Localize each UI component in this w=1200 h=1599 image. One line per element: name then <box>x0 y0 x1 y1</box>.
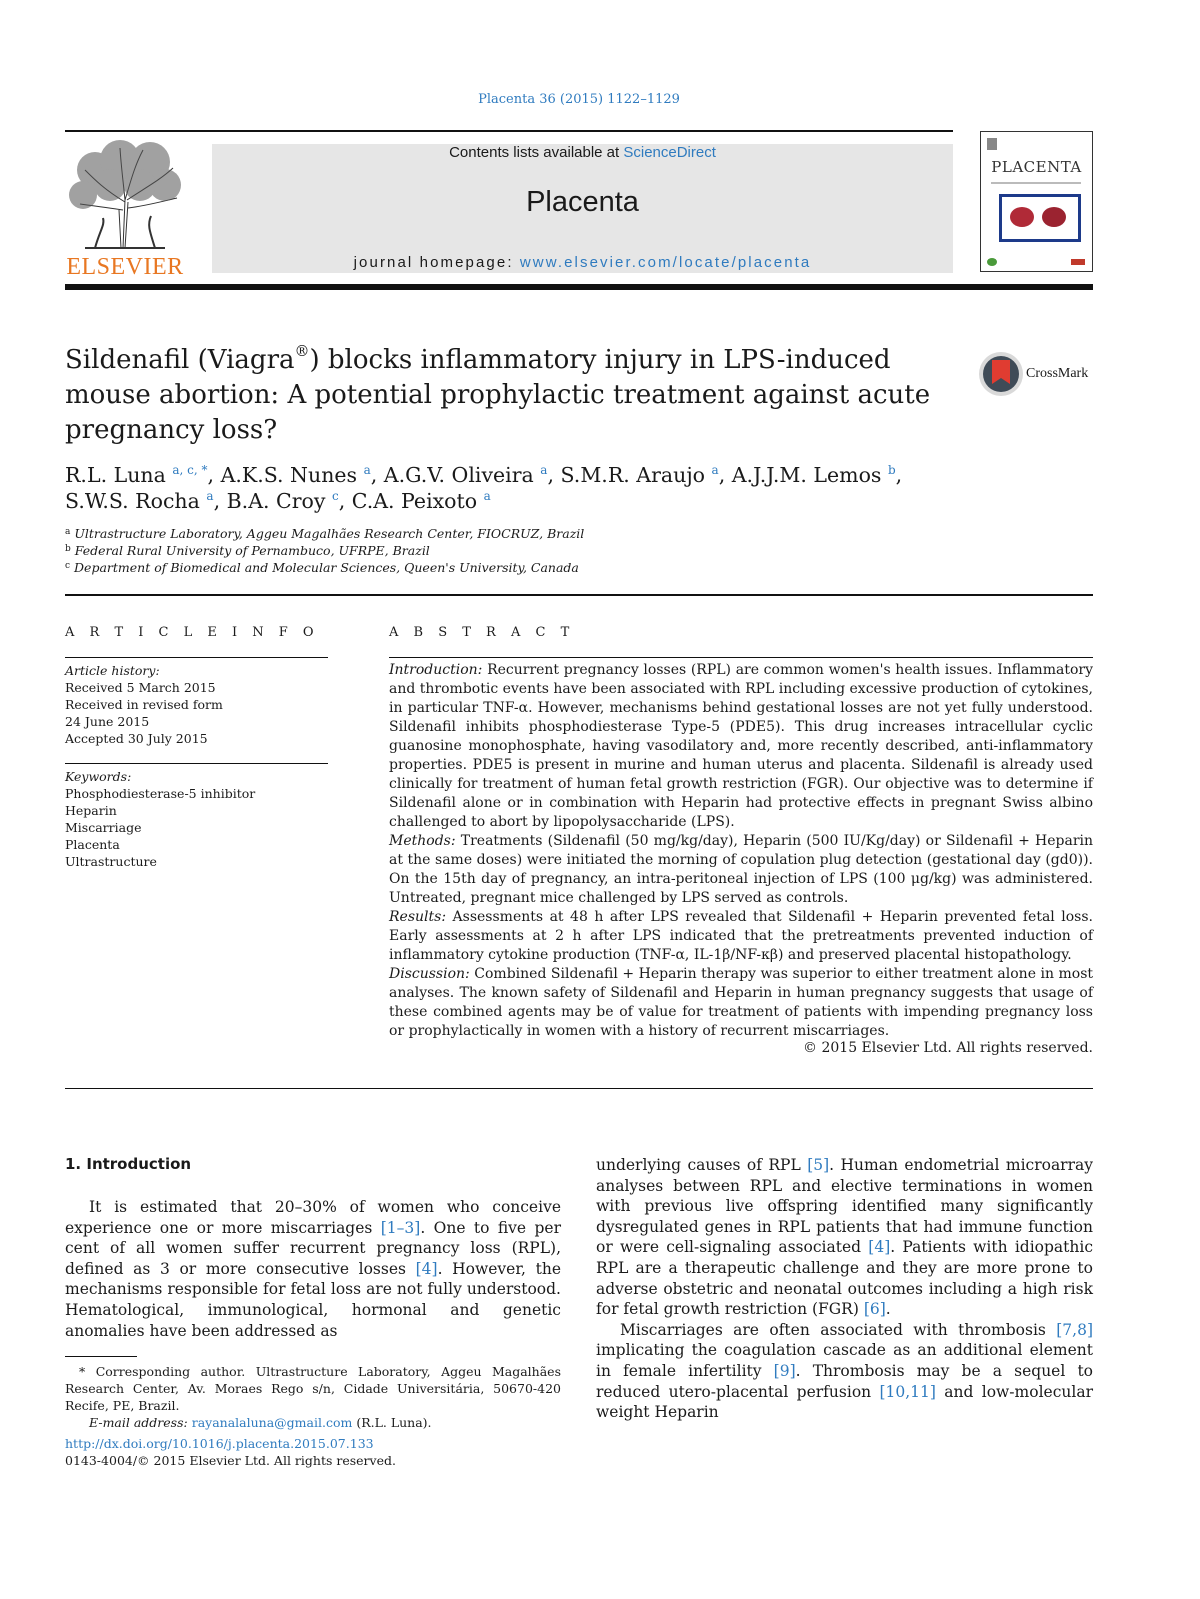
body-text: underlying causes of RPL <box>596 1156 808 1174</box>
intro-paragraph <box>596 1320 1093 1423</box>
author[interactable]: S.W.S. Rocha <box>65 489 200 513</box>
reference-link[interactable]: [4] <box>868 1238 891 1257</box>
keyword: Ultrastructure <box>65 854 157 869</box>
body-text: . One to five per cent of all women suffer recurrent pregnancy loss (RPL), defined as 3 or more consecutive losses <box>65 1218 561 1278</box>
homepage-prefix: journal homepage: <box>353 254 514 271</box>
author[interactable]: A.G.V. Oliveira <box>383 463 534 487</box>
abstract-results <box>389 908 1093 965</box>
history-item: Received 5 March 2015 <box>65 680 216 695</box>
title-part2: ) blocks inflammatory injury in LPS-induced mouse abortion: A potential prophylactic treatment against acute pregnancy loss? <box>65 345 931 445</box>
keywords-label: Keywords: <box>65 769 132 784</box>
reference-link[interactable]: [10,11] <box>879 1382 936 1401</box>
author[interactable]: S.M.R. Araujo <box>560 463 706 487</box>
abstract-rule <box>389 657 1093 658</box>
body-text: Miscarriages are often associated with thrombosis <box>620 1320 1057 1339</box>
history-item: 24 June 2015 <box>65 714 150 729</box>
abstract-label: Methods: <box>389 833 456 849</box>
footnote-star: * <box>79 1364 86 1379</box>
author-affiliation-mark[interactable]: a, c, * <box>172 463 208 477</box>
journal-masthead <box>212 144 953 273</box>
doi-block <box>65 1435 396 1469</box>
author-affiliation-mark[interactable]: a <box>540 463 548 477</box>
email-suffix: (R.L. Luna). <box>356 1415 432 1430</box>
affiliation-mark: a <box>65 527 71 537</box>
abstract-methods <box>389 832 1093 908</box>
keyword: Heparin <box>65 803 117 818</box>
issn-line: 0143-4004/© 2015 Elsevier Ltd. All rights reserved. <box>65 1453 396 1468</box>
abstract-text: Treatments (Sildenafil (50 mg/kg/day), Heparin (500 IU/Kg/day) or Sildenafil + Heparin at the same doses) were initiated the morning of copulation plug detection (gestational day (gd0)). On the 15th day of pregnancy, an intra-peritoneal injection of LPS (100 μg/kg) was administered. Untreated, pregnant mice challenged by LPS served as controls. <box>389 833 1094 906</box>
affiliation-text: Department of Biomedical and Molecular Sciences, Queen's University, Canada <box>74 560 579 575</box>
section-heading-introduction: 1. Introduction <box>65 1155 192 1173</box>
title-part1: Sildenafil (Viagra <box>65 345 295 375</box>
body-text: implicating the coagulation cascade as an additional element in female infertility <box>596 1341 1093 1380</box>
header-rule <box>65 130 953 132</box>
contents-line <box>212 144 953 161</box>
sciencedirect-link[interactable]: ScienceDirect <box>623 144 716 161</box>
homepage-line <box>212 254 953 271</box>
intro-paragraph <box>596 1155 1093 1320</box>
email-label: E-mail address: <box>89 1415 188 1430</box>
article-history-label: Article history: <box>65 663 160 678</box>
abstract-body <box>389 661 1093 1041</box>
author-affiliation-mark[interactable]: a <box>483 489 491 503</box>
author[interactable]: B.A. Croy <box>226 489 326 513</box>
affiliation <box>65 526 584 541</box>
article-title <box>65 343 955 448</box>
abstract-label: Results: <box>389 909 447 925</box>
abstract-introduction <box>389 661 1093 832</box>
author[interactable]: R.L. Luna <box>65 463 166 487</box>
journal-cover-thumbnail[interactable] <box>980 131 1093 272</box>
author[interactable]: A.K.S. Nunes <box>220 463 358 487</box>
history-item: Accepted 30 July 2015 <box>65 731 208 746</box>
reference-link[interactable]: [4] <box>415 1259 438 1278</box>
masthead-thick-rule <box>65 284 1093 290</box>
author[interactable]: A.J.J.M. Lemos <box>731 463 882 487</box>
contents-prefix: Contents lists available at <box>449 144 620 161</box>
homepage-link[interactable]: www.elsevier.com/locate/placenta <box>519 254 812 271</box>
body-text: . Human endometrial microarray analyses between RPL and elective terminations in women with previous live offspring identified many significantly dysregulated genes in RPL patients that had immune function or were cell-signaling associated <box>596 1156 1094 1257</box>
article-info-rule <box>65 657 328 658</box>
cover-logo-mark <box>1071 259 1085 265</box>
abstract-label: Introduction: <box>389 662 483 678</box>
journal-title: Placenta <box>526 186 639 218</box>
corresponding-author-footnote <box>65 1363 561 1431</box>
affiliation <box>65 560 579 575</box>
intro-paragraph <box>65 1197 561 1341</box>
affiliation-text: Federal Rural University of Pernambuco, UFRPE, Brazil <box>74 543 430 558</box>
abstract-discussion <box>389 965 1093 1041</box>
abstract-text: Combined Sildenafil + Heparin therapy was superior to either treatment alone in most analyses. The known safety of Sildenafil and Heparin in human pregnancy suggests that usage of these combined agents may be of value for treatment of patients with impending pregnancy loss or prophylactically in women with a history of recurrent miscarriages. <box>389 966 1094 1039</box>
registered-mark: ® <box>294 342 310 360</box>
affiliation-mark: b <box>65 544 71 554</box>
footnote-text: Corresponding author. Ultrastructure Laboratory, Aggeu Magalhães Research Center, Av. Moraes Rego s/n, Cidade Universitária, 50670-420 Recife, PE, Brazil. <box>65 1364 561 1413</box>
body-text: . Thrombosis may be a sequel to reduced utero-placental perfusion <box>596 1361 1094 1401</box>
body-text: and low-molecular weight Heparin <box>596 1382 1093 1422</box>
keywords-rule <box>65 763 328 764</box>
cover-divider <box>991 182 1081 184</box>
article-history <box>65 662 223 747</box>
body-text: . However, the mechanisms responsible for fetal loss are not fully understood. Hematological, immunological, hormonal and genetic anomalies have been addressed as <box>65 1259 561 1340</box>
affiliations-rule <box>65 594 1093 596</box>
body-text: It is estimated that 20–30% of women who conceive experience one or more miscarriages <box>65 1198 561 1237</box>
affiliation-mark: c <box>65 561 71 571</box>
reference-link[interactable]: [6] <box>863 1300 886 1319</box>
elsevier-wordmark: ELSEVIER <box>66 254 184 280</box>
author-affiliation-mark[interactable]: a <box>206 489 214 503</box>
intro-right-column <box>596 1155 1093 1423</box>
intro-left-column <box>65 1197 561 1341</box>
abstract-heading: A B S T R A C T <box>389 625 575 640</box>
article-info-heading: A R T I C L E I N F O <box>65 625 320 640</box>
body-text: . <box>885 1300 891 1319</box>
author-affiliation-mark[interactable]: a <box>711 463 719 477</box>
cover-publisher-mark <box>987 138 997 150</box>
affiliation-text: Ultrastructure Laboratory, Aggeu Magalhães Research Center, FIOCRUZ, Brazil <box>74 526 585 541</box>
keyword: Miscarriage <box>65 820 142 835</box>
cover-title: PLACENTA <box>991 158 1082 176</box>
author[interactable]: C.A. Peixoto <box>351 489 478 513</box>
cover-badge <box>987 258 997 266</box>
reference-link[interactable]: [9] <box>773 1361 796 1380</box>
keywords <box>65 768 255 870</box>
history-item: Received in revised form <box>65 697 223 712</box>
abstract-bottom-rule <box>65 1088 1093 1089</box>
doi-link[interactable]: http://dx.doi.org/10.1016/j.placenta.2015.07.133 <box>65 1436 374 1451</box>
reference-link[interactable]: [5] <box>807 1156 830 1174</box>
abstract-copyright: © 2015 Elsevier Ltd. All rights reserved. <box>803 1040 1093 1056</box>
cover-image <box>999 194 1081 242</box>
author-affiliation-mark[interactable]: b <box>887 463 896 477</box>
body-text: . Patients with idiopathic RPL are a therapeutic challenge and they are more prone to adverse obstetric and neonatal outcomes including a high risk for fetal growth restriction (FGR) <box>596 1238 1093 1319</box>
keyword: Phosphodiesterase-5 inhibitor <box>65 786 256 801</box>
affiliation <box>65 543 430 558</box>
footnote-rule <box>65 1356 137 1357</box>
crossmark-icon <box>978 351 1024 397</box>
keyword: Placenta <box>65 837 120 852</box>
abstract-text: Assessments at 48 h after LPS revealed that Sildenafil + Heparin prevented fetal loss. Early assessments at 2 h after LPS indicated that the pretreatments prevented induction of inflammatory cytokine production (TNF-α, IL-1β/NF-κβ) and preserved placental histopathology. <box>389 909 1093 963</box>
author-affiliation-mark[interactable]: c <box>331 489 339 503</box>
reference-link[interactable]: [1–3] <box>380 1218 421 1237</box>
journal-citation-link[interactable]: Placenta 36 (2015) 1122–1129 <box>478 92 680 107</box>
crossmark-label[interactable]: CrossMark <box>1026 366 1089 381</box>
email-link[interactable]: rayanalaluna@gmail.com <box>191 1415 353 1430</box>
abstract-label: Discussion: <box>389 966 470 982</box>
reference-link[interactable]: [7,8] <box>1056 1320 1093 1339</box>
author-affiliation-mark[interactable]: a <box>363 463 371 477</box>
author-list: R.L. Luna $^{a, c, *}$, A.K.S. Nunes $^a$, A.G.V. Oliveira $^a$, S.M.R. Araujo $^a$, A.J.J.M. Lemos $^b$, S.W.S. Rocha $^a$, B.A. Croy $^c$, C.A. Peixoto $^a$ <box>65 463 903 513</box>
abstract-text: Recurrent pregnancy losses (RPL) are common women's health issues. Inflammatory and thrombotic events have been associated with RPL including excessive production of cytokines, in particular TNF-α. However, mechanisms behind gestational losses are not yet fully understood. Sildenafil inhibits phosphodiesterase Type-5 (PDE5). This drug increases intracellular cyclic guanosine monophosphate, having vasodilatory and, more recently described, anti-inflammatory properties. PDE5 is present in murine and human uterus and placenta. Sildenafil is already used clinically for treatment of human fetal growth restriction (FGR). Our objective was to determine if Sildenafil alone or in combination with Heparin had protective effects in pregnant Swiss albino challenged to abort by lipopolysaccharide (LPS). <box>389 662 1093 830</box>
